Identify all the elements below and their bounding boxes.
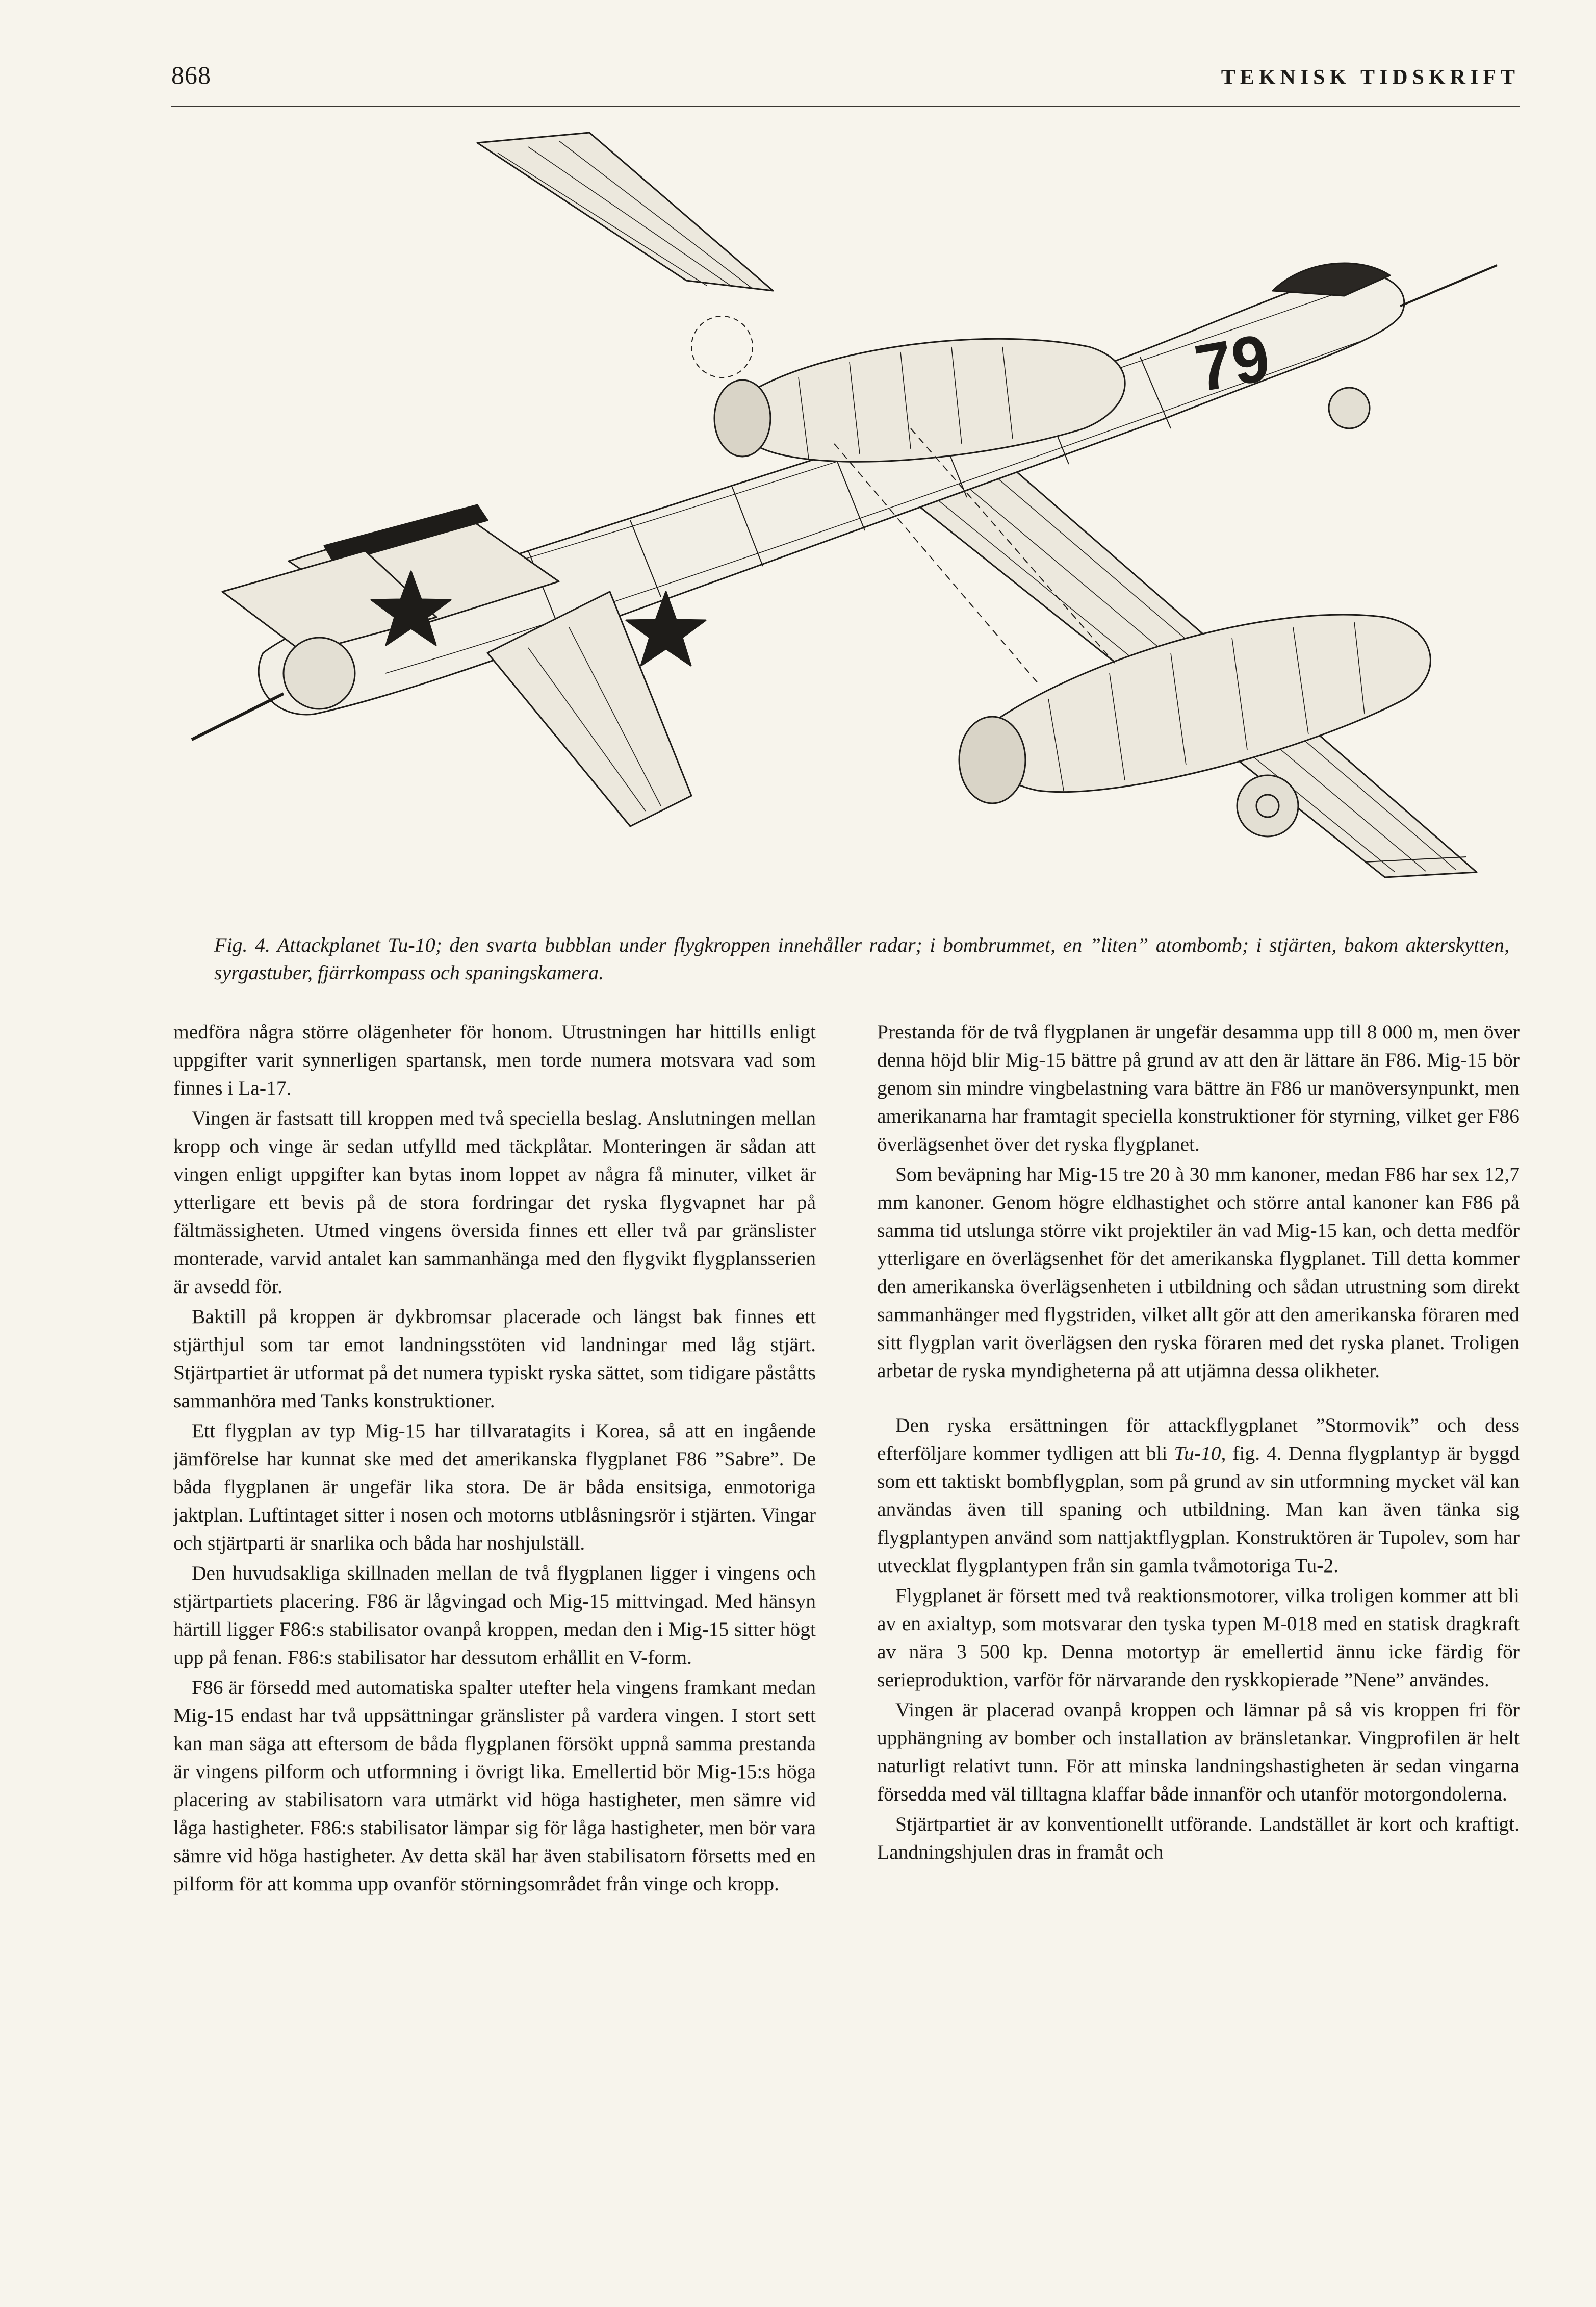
- caption-label: Fig. 4.: [214, 933, 271, 956]
- paragraph: Prestanda för de två flygplanen är ungefär desamma upp till 8 000 m, men över denna höjd blir Mig-15 bättre på grund av att den är lättare än F86. Mig-15 bör genom sin mindre vingbelastning vara bättre än F86 ur manöversynpunkt, men amerikanarna har framtagit speciella konstruktioner för styrning, vilket ger F86 överlägsenhet över det ryska flygplanet.: [877, 1021, 1520, 1155]
- figure-caption: [214, 931, 1509, 986]
- main-wheel: [1237, 775, 1298, 836]
- nose-probe: [1400, 265, 1497, 306]
- paragraph: Som beväpning har Mig-15 tre 20 à 30 mm kanoner, medan F86 har sex 12,7 mm kanoner. Genom högre eldhastighet och större antal kanoner kan F86 på samma tid utslunga större vikt projektiler än vad Mig-15 kan, och detta medför ytterligare en överlägsenhet för det amerikanska flygplanet. Till detta kommer den amerikanska överlägsenheten i utbildning och sådan utrustning som direkt sammanhänger med flygstriden, vilket allt gör att den amerikanska föraren med sitt flygplan varit överlägsen den ryska föraren med det ryska planet. Troligen arbetar de ryska myndigheterna på att utjämna dessa olikheter.: [877, 1163, 1520, 1382]
- right-column: [877, 1018, 1520, 2191]
- paragraph: Stjärtpartiet är av konventionellt utförande. Landstället är kort och kraftigt. Landningshjulen dras in framåt och: [877, 1813, 1520, 1863]
- paragraph: F86 är försedd med automatiska spalter utefter hela vingens framkant medan Mig-15 endast har två uppsättningar gränslister på vardera vingen. I stort sett kan man säga att eftersom de båda flygplanen försökt uppnå samma prestanda är vingens pilform och utformning i övrigt lika. Emellertid bör Mig-15:s höga placering av stabilisatorn vara utmärkt vid höga hastigheter, men sämre vid låga hastigheter. F86:s stabilisator lämpar sig för låga hastigheter, men bör vara sämre vid höga hastigheter. Av detta skäl har även stabilisatorn försetts med en pilform för att komma upp ovanför störningsområdet från vinge och kropp.: [173, 1676, 816, 1895]
- paragraph: Ett flygplan av typ Mig-15 har tillvaratagits i Korea, så att en ingående jämförelse har kunnat ske med det amerikanska flygplanet F86 ”Sabre”. De båda flygplanen är ungefär lika stora. De är båda ensitsiga, enmotoriga jaktplan. Luftintaget sitter i nosen och motorns utblåsningsrör i stjärten. Vingar och stjärtparti är snarlika och båda har noshjulställ.: [173, 1419, 816, 1554]
- tail-cannon: [192, 694, 284, 740]
- body-text: [173, 1018, 1520, 2191]
- text-run: Den ryska ersättningen för attackflygplanet ”Stormovik” och dess efterföljare kommer tydligen att bli: [877, 1414, 1520, 1464]
- caption-text: Attackplanet Tu-10; den svarta bubblan under flygkroppen innehåller radar; i bombrummet, en ”liten” atombomb; i stjärten, bakom akterskytten, syrgastuber, fjärrkompass och spaningskamera.: [214, 933, 1510, 984]
- paragraph: medföra några större olägenheter för honom. Utrustningen har hittills enligt uppgifter varit synnerligen spartansk, men torde numera motsvara vad som finnes i La-17.: [173, 1021, 816, 1099]
- tail-number: 79: [1190, 319, 1275, 406]
- nose-wheel: [1329, 388, 1370, 428]
- paragraph: Vingen är fastsatt till kroppen med två speciella beslag. Anslutningen mellan kropp och vinge är sedan utfylld med täckplåtar. Monteringen är sådan att vingen enligt uppgifter kan bytas inom loppet av några få minuter, vilket är ytterligare ett bevis på de stora fordringar det ryska flygvapnet har på fältmässigheten. Utmed vingens översida finnes ett eller två par gränslister monterade, varvid antalet kan sammanhänga med den flygvikt flygplansserien är avsedd för.: [173, 1107, 816, 1298]
- paragraph: Flygplanet är försett med två reaktionsmotorer, vilka troligen kommer att bli av en axialtyp, som motsvarar den tyska typen M-018 med en statisk dragkraft av nära 3 500 kp. Denna motortyp är emellertid ännu icke färdig för serieproduktion, varför för närvarande den ryskkopierade ”Nene” användes.: [877, 1584, 1520, 1691]
- running-head: TEKNISK TIDSKRIFT: [1221, 66, 1520, 89]
- rear-gunner-turret: [284, 638, 355, 709]
- text-run: fig. 4. Denna flygplantyp är byggd som ett taktiskt bombflygplan, som på grund av sin utformning mycket väl kan användas även till spaning och utbildning. Man kan även tänka sig flygplantypen använd som nattjaktflygplan. Konstruktören är Tupolev, som har utvecklat flygplantypen från sin gamla tvåmotoriga Tu-2.: [877, 1442, 1520, 1577]
- paragraph: Vingen är placerad ovanpå kroppen och lämnar på så vis kroppen fri för upphängning av bomber och installation av bränsletankar. Vingprofilen är helt naturligt relativt tunn. För att minska landningshastigheten är sedan vingarna försedda med väl tilltagna klaffar både innanför och utanför motorgondolerna.: [877, 1698, 1520, 1805]
- paragraph: Baktill på kroppen är dykbromsar placerade och längst bak finnes ett stjärthjul som tar emot landningsstöten vid landningar med låg stjärt. Stjärtpartiet är utformat på det numera typiskt ryska sättet, som tidigare påståtts sammanhöra med Tanks konstruktioner.: [173, 1305, 816, 1412]
- far-wing: [477, 133, 773, 291]
- italic-type-name: Tu-10,: [1174, 1442, 1226, 1464]
- aircraft-cutaway-figure: [171, 122, 1520, 918]
- left-column: [173, 1018, 816, 2191]
- paragraph: Den huvudsakliga skillnaden mellan de två flygplanen ligger i vingens och stjärtpartiets placering. F86 är lågvingad och Mig-15 mittvingad. Med hänsyn härtill ligger F86:s stabilisator ovanpå kroppen, medan den i Mig-15 sitter högt upp på fenan. F86:s stabilisator har dessutom erhållit en V-form.: [173, 1562, 816, 1668]
- paragraph: [877, 1411, 1520, 1580]
- header-rule: [171, 106, 1520, 107]
- page-number: 868: [171, 61, 211, 89]
